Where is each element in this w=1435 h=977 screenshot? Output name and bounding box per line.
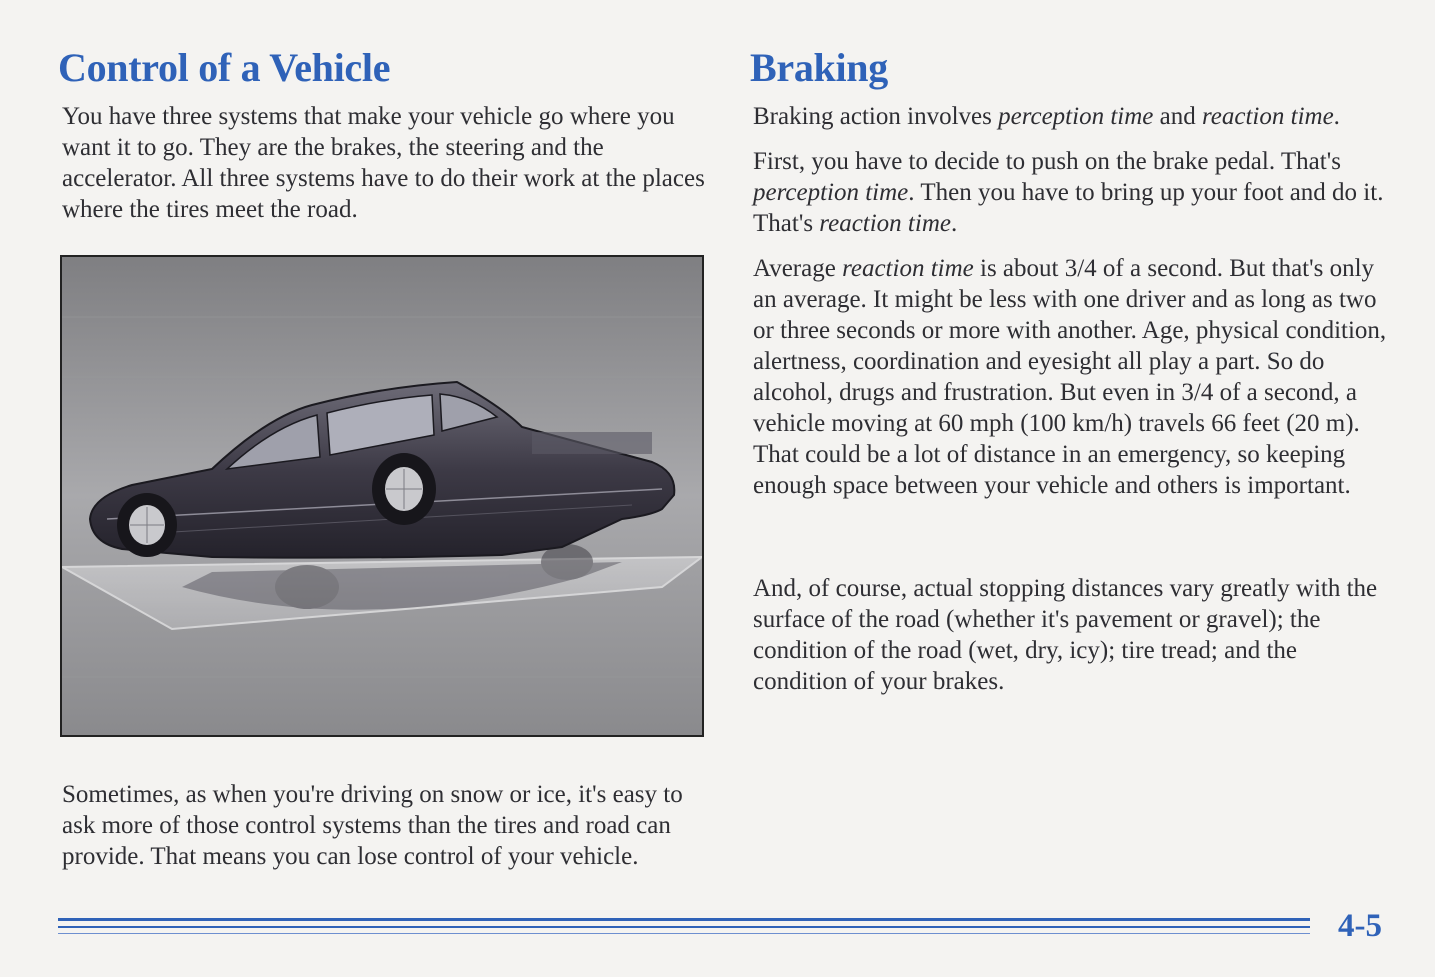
emphasized-term: reaction time (1201, 103, 1334, 130)
emphasized-term: perception time (998, 103, 1154, 130)
text-segment: . (1333, 103, 1340, 130)
braking-paragraph-3 (753, 253, 1403, 501)
footer-rule (58, 933, 1310, 934)
section-title-braking: Braking (750, 45, 888, 90)
braking-paragraph-2 (753, 146, 1393, 239)
car-on-road-surface-illustration (60, 255, 704, 737)
text-segment: is about 3/4 of a second. But that's only an average. It might be less with one driver and as long as two or three seconds or more with another. Age, physical condition, alertness, coordination and eyesight all play a part. So do alcohol, drugs and frustration. But even in 3/4 of a second, a vehicle moving at 60 mph (100 km/h) travels 66 feet (20 m). That could be a lot of distance in an emergency, so keeping enough space between your vehicle and others is important. (753, 255, 1387, 499)
text-segment: . Then you have to bring up your foot and do it. That's (753, 179, 1384, 237)
control-intro-paragraph: You have three systems that make your vehicle go where you want it to go. They are the brakes, the steering and the accelerator. All three systems have to do their work at the places where the tires meet the road. (62, 103, 705, 223)
emphasized-term: reaction time (819, 210, 951, 237)
text-segment: First, you have to decide to push on the brake pedal. That's (753, 148, 1341, 175)
section-title-control: Control of a Vehicle (58, 45, 391, 90)
braking-paragraph-4: And, of course, actual stopping distances vary greatly with the surface of the road (whether it's pavement or gravel); the condition of the road (wet, dry, icy); tire tread; and the condition of your brakes. (753, 575, 1378, 695)
footer-rule (58, 926, 1310, 928)
control-closing-paragraph: Sometimes, as when you're driving on snow or ice, it's easy to ask more of those control systems than the tires and road can provide. That means you can lose control of your vehicle. (62, 781, 683, 870)
page-number: 4-5 (1338, 908, 1382, 944)
emphasized-term: reaction time (842, 255, 974, 282)
text-segment: Braking action involves (753, 103, 999, 130)
emphasized-term: perception time (753, 179, 909, 206)
footer-rule (58, 918, 1310, 921)
text-segment: and (1153, 103, 1202, 130)
text-segment: Average (753, 255, 843, 282)
text-segment: . (950, 210, 958, 237)
braking-paragraph-1 (753, 101, 1403, 132)
